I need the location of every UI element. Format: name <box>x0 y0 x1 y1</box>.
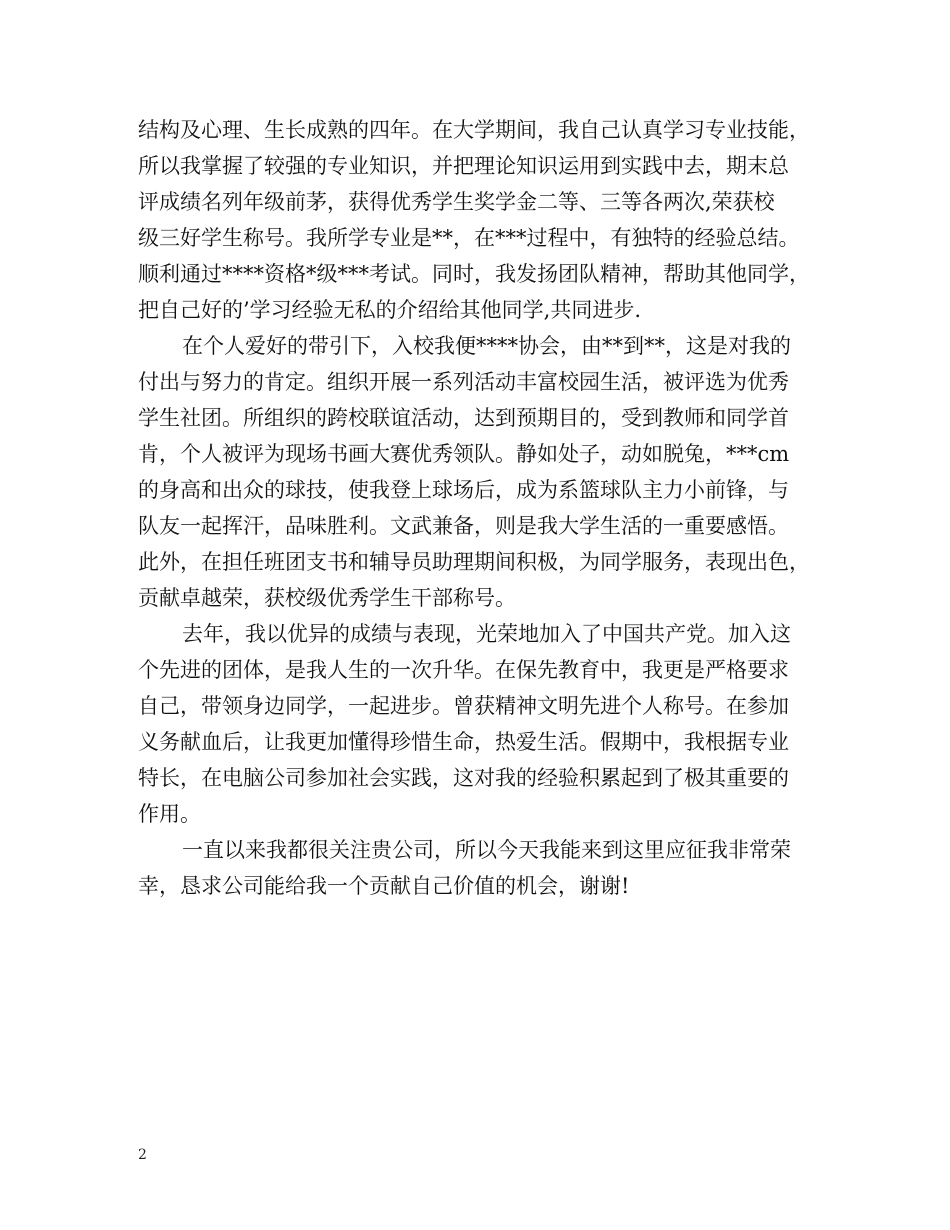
text-line: 自己，带领身边同学，一起进步。曾获精神文明先进个人称号。在参加 <box>138 694 789 718</box>
text-line: 贡献卓越荣，获校级优秀学生干部称号。 <box>138 586 516 610</box>
text-line: 学生社团。所组织的跨校联谊活动，达到预期目的，受到教师和同学首 <box>138 406 789 430</box>
text-line: 个先进的团体，是我人生的一次升华。在保先教育中，我更是严格要求 <box>138 658 789 682</box>
text-line: 所以我掌握了较强的专业知识，并把理论知识运用到实践中去，期末总 <box>138 154 789 178</box>
text-line: 特长，在电脑公司参加社会实践，这对我的经验积累起到了极其重要的 <box>138 766 789 790</box>
text-line: 队友一起挥汗，品味胜利。文武兼备，则是我大学生活的一重要感悟。 <box>138 514 789 538</box>
paragraph-first-line: 在个人爱好的带引下，入校我便****协会，由**到**，这是对我的 <box>182 334 791 358</box>
text-line: 此外，在担任班团支书和辅导员助理期间积极，为同学服务，表现出色， <box>138 550 810 574</box>
text-line: 作用。 <box>138 802 201 826</box>
text-line: 顺利通过****资格*级***考试。同时，我发扬团队精神，帮助其他同学， <box>138 262 810 286</box>
text-line: 肯，个人被评为现场书画大赛优秀领队。静如处子，动如脱兔，***cm <box>138 442 790 466</box>
text-line: 把自己好的’学习经验无私的介绍给其他同学,共同进步. <box>138 298 642 322</box>
text-line: 付出与努力的肯定。组织开展一系列活动丰富校园生活，被评选为优秀 <box>138 370 789 394</box>
text-line: 结构及心理、生长成熟的四年。在大学期间，我自己认真学习专业技能， <box>138 118 810 142</box>
text-line: 评成绩名列年级前茅，获得优秀学生奖学金二等、三等各两次,荣获校 <box>138 190 775 214</box>
paragraph-first-line: 去年，我以优异的成绩与表现，光荣地加入了中国共产党。加入这 <box>182 622 791 646</box>
paragraph-first-line: 一直以来我都很关注贵公司，所以今天我能来到这里应征我非常荣 <box>182 838 791 862</box>
text-line: 义务献血后，让我更加懂得珍惜生命，热爱生活。假期中，我根据专业 <box>138 730 789 754</box>
document-body <box>138 112 828 904</box>
text-line: 的身高和出众的球技，使我登上球场后，成为系篮球队主力小前锋，与 <box>138 478 789 502</box>
text-line: 幸，恳求公司能给我一个贡献自己价值的机会，谢谢! <box>138 874 630 898</box>
page-number: 2 <box>138 1147 147 1163</box>
text-line: 级三好学生称号。我所学专业是**，在***过程中，有独特的经验总结。 <box>138 226 800 250</box>
